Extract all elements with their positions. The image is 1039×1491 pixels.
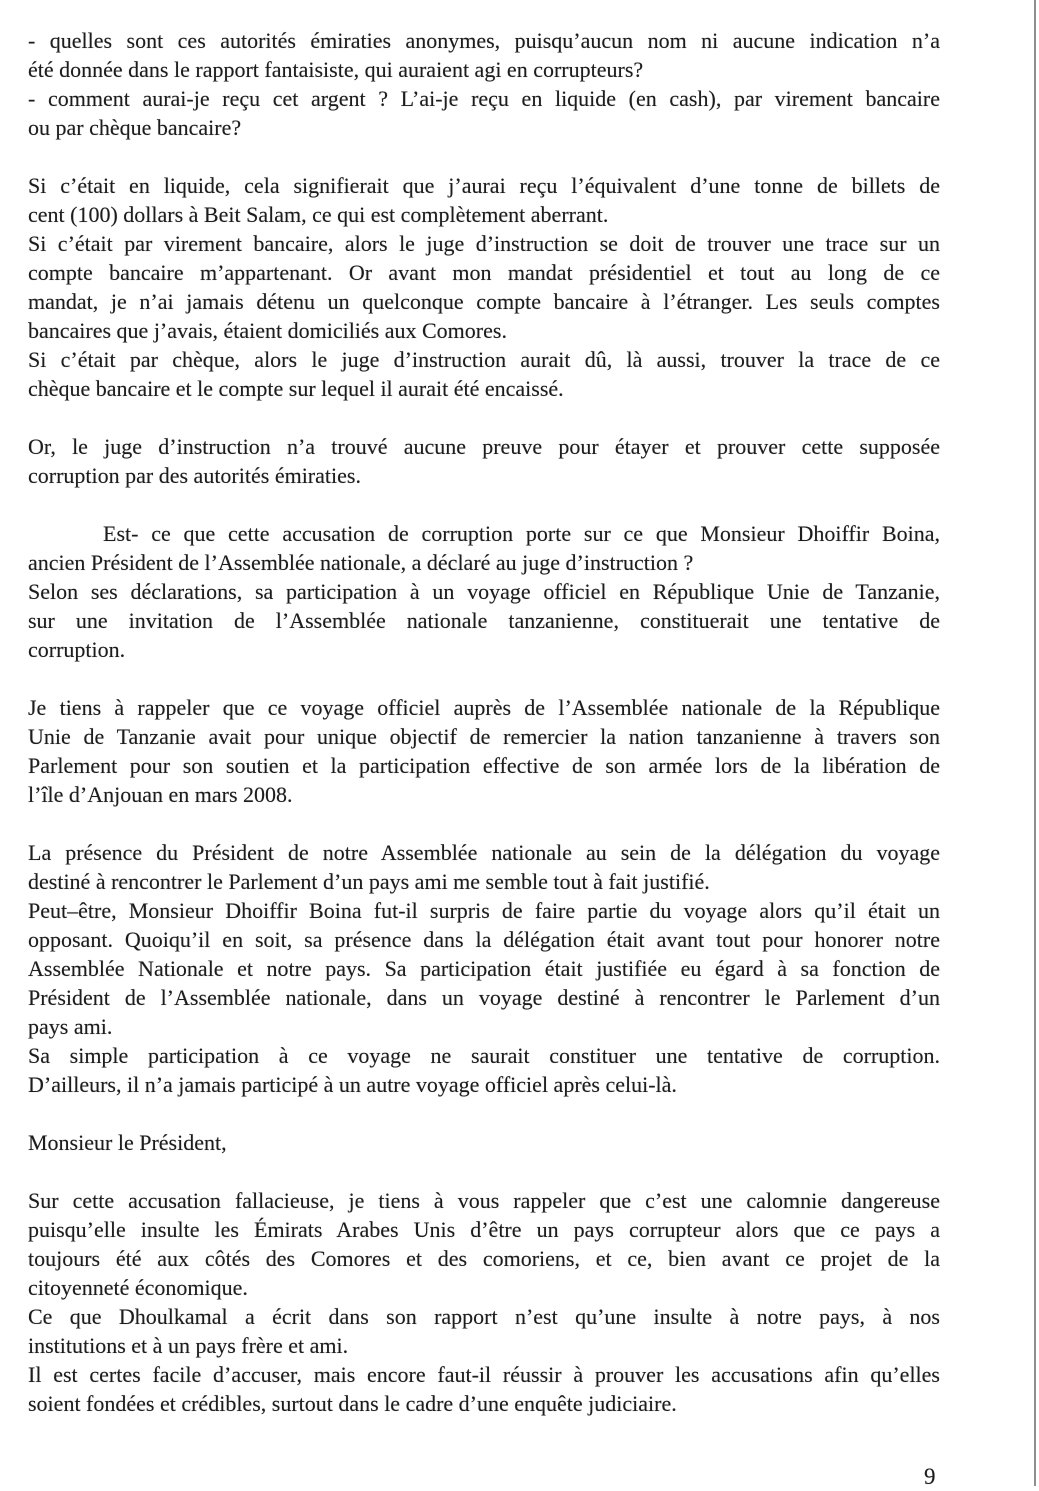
text-line: puisqu’elle insulte les Émirats Arabes Unis d’être un pays corrupteur alors que ce pays a	[28, 1217, 940, 1242]
paragraph	[28, 838, 940, 896]
text-line: l’île d’Anjouan en mars 2008.	[28, 782, 293, 807]
text-line: cent (100) dollars à Beit Salam, ce qui est complètement aberrant.	[28, 202, 609, 227]
paragraph	[28, 693, 940, 809]
text-line: été donnée dans le rapport fantaisiste, qui auraient agi en corrupteurs?	[28, 57, 644, 82]
paragraph	[28, 26, 940, 84]
page-number: 9	[924, 1464, 936, 1489]
text-line: Monsieur le Président,	[28, 1130, 227, 1155]
paragraph	[28, 1128, 940, 1157]
paragraph	[28, 432, 940, 490]
text-line: Selon ses déclarations, sa participation à un voyage officiel en République Unie de Tanzanie,	[28, 579, 940, 604]
paragraph	[28, 171, 940, 229]
text-line: ou par chèque bancaire?	[28, 115, 242, 140]
text-line: D’ailleurs, il n’a jamais participé à un autre voyage officiel après celui-là.	[28, 1072, 677, 1097]
text-line: destiné à rencontrer le Parlement d’un pays ami me semble tout à fait justifié.	[28, 869, 710, 894]
text-line: Je tiens à rappeler que ce voyage officiel auprès de l’Assemblée nationale de la République	[28, 695, 940, 720]
text-line: Si c’était par virement bancaire, alors le juge d’instruction se doit de trouver une trace sur un	[28, 231, 940, 256]
text-line: ancien Président de l’Assemblée nationale, a déclaré au juge d’instruction ?	[28, 550, 694, 575]
text-line: mandat, je n’ai jamais détenu un quelconque compte bancaire à l’étranger. Les seuls comptes	[28, 289, 940, 314]
paragraph	[28, 1186, 940, 1302]
page-edge-line	[1034, 0, 1036, 1486]
document-text-block	[28, 26, 940, 1418]
text-line: Ce que Dhoulkamal a écrit dans son rapport n’est qu’une insulte à notre pays, à nos	[28, 1304, 940, 1329]
text-line: Il est certes facile d’accuser, mais encore faut-il réussir à prouver les accusations afin qu’elles	[28, 1362, 940, 1387]
text-line: Assemblée Nationale et notre pays. Sa participation était justifiée eu égard à sa fonction de	[28, 956, 940, 981]
text-line: Unie de Tanzanie avait pour unique objectif de remercier la nation tanzanienne à travers son	[28, 724, 940, 749]
text-line: Est- ce que cette accusation de corruption porte sur ce que Monsieur Dhoiffir Boina,	[103, 521, 940, 546]
text-line: Parlement pour son soutien et la participation effective de son armée lors de la libération de	[28, 753, 940, 778]
text-line: corruption.	[28, 637, 126, 662]
text-line: sur une invitation de l’Assemblée nationale tanzanienne, constituerait une tentative de	[28, 608, 940, 633]
text-line: toujours été aux côtés des Comores et des comoriens, et ce, bien avant ce projet de la	[28, 1246, 940, 1271]
text-line: Si c’était en liquide, cela signifierait que j’aurai reçu l’équivalent d’une tonne de billets de	[28, 173, 940, 198]
text-line: La présence du Président de notre Assemblée nationale au sein de la délégation du voyage	[28, 840, 940, 865]
text-line: soient fondées et crédibles, surtout dans le cadre d’une enquête judiciaire.	[28, 1391, 677, 1416]
text-line: bancaires que j’avais, étaient domiciliés aux Comores.	[28, 318, 507, 343]
paragraph	[28, 229, 940, 345]
paragraph	[28, 1302, 940, 1360]
paragraph	[28, 1041, 940, 1099]
text-line: Sa simple participation à ce voyage ne saurait constituer une tentative de corruption.	[28, 1043, 940, 1068]
text-line: Or, le juge d’instruction n’a trouvé aucune preuve pour étayer et prouver cette supposée	[28, 434, 940, 459]
text-line: compte bancaire m’appartenant. Or avant mon mandat présidentiel et tout au long de ce	[28, 260, 940, 285]
text-line: Si c’était par chèque, alors le juge d’instruction aurait dû, là aussi, trouver la trace de ce	[28, 347, 940, 372]
text-line: opposant. Quoiqu’il en soit, sa présence dans la délégation était avant tout pour honorer notre	[28, 927, 940, 952]
text-line: Président de l’Assemblée nationale, dans un voyage destiné à rencontrer le Parlement d’un	[28, 985, 940, 1010]
text-line: pays ami.	[28, 1014, 113, 1039]
paragraph	[28, 577, 940, 664]
paragraph	[28, 1360, 940, 1418]
paragraph	[28, 896, 940, 1041]
paragraph	[28, 345, 940, 403]
text-line: institutions et à un pays frère et ami.	[28, 1333, 349, 1358]
text-line: corruption par des autorités émiraties.	[28, 463, 361, 488]
text-line: Sur cette accusation fallacieuse, je tiens à vous rappeler que c’est une calomnie dangereuse	[28, 1188, 940, 1213]
text-line: chèque bancaire et le compte sur lequel il aurait été encaissé.	[28, 376, 564, 401]
text-line: Peut–être, Monsieur Dhoiffir Boina fut-il surpris de faire partie du voyage alors qu’il était un	[28, 898, 940, 923]
text-line: - comment aurai-je reçu cet argent ? L’ai-je reçu en liquide (en cash), par virement bancaire	[28, 86, 940, 111]
text-line: - quelles sont ces autorités émiraties anonymes, puisqu’aucun nom ni aucune indication n’a	[28, 28, 940, 53]
text-line: citoyenneté économique.	[28, 1275, 248, 1300]
paragraph	[28, 84, 940, 142]
paragraph	[28, 519, 940, 577]
